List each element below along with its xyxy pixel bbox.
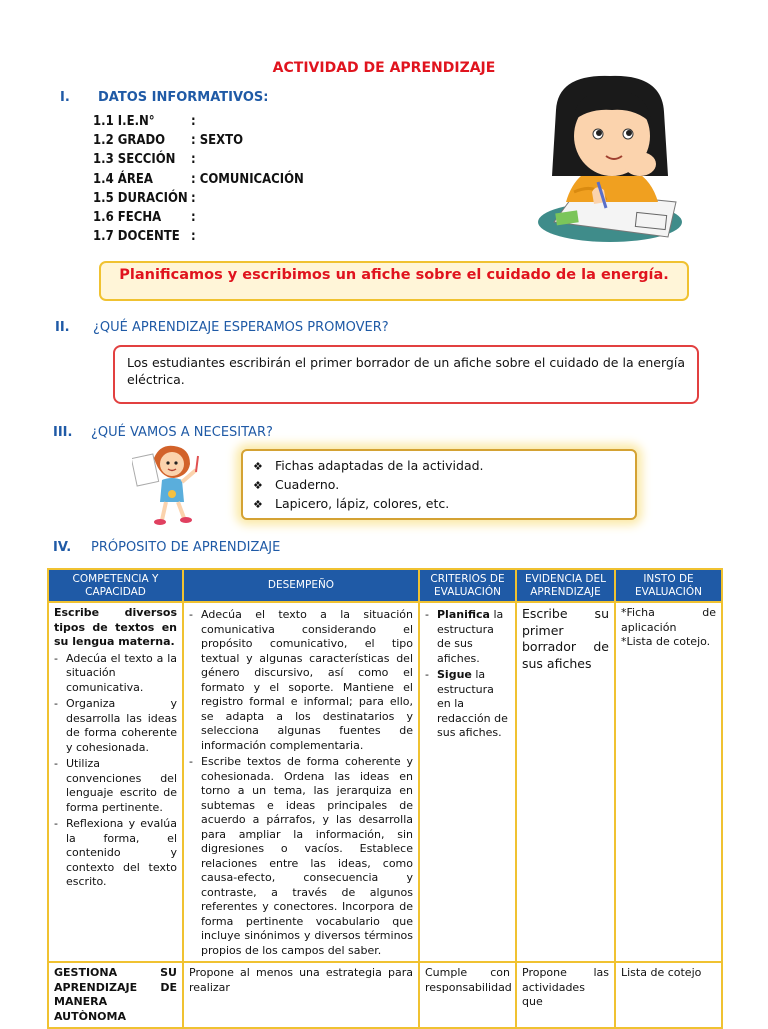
- info-list: [93, 112, 304, 246]
- info-row: 1.6 FECHA :: [93, 210, 196, 226]
- section-3-heading: III. ¿QUÉ VAMOS A NECESITAR?: [53, 425, 273, 440]
- instrumento-cell: Lista de cotejo: [615, 962, 722, 1028]
- table-row: [48, 962, 722, 1028]
- objective-box: Los estudiantes escribirán el primer borrador de un afiche sobre el cuidado de la energía eléctrica.: [113, 345, 699, 404]
- column-header: DESEMPEÑO: [183, 569, 419, 602]
- diamond-bullet-icon: ❖: [253, 498, 263, 511]
- column-header: COMPETENCIA Y CAPACIDAD: [48, 569, 183, 602]
- section-4-heading: IV. PRÓPOSITO DE APRENDIZAJE: [53, 540, 281, 555]
- activity-title-banner: Planificamos y escribimos un afiche sobre el cuidado de la energía.: [99, 261, 689, 301]
- child-with-paper-illustration: [132, 442, 204, 526]
- info-row: 1.7 DOCENTE :: [93, 229, 196, 245]
- list-item: ❖ Lapicero, lápiz, colores, etc.: [279, 495, 625, 514]
- evidencia-cell: Escribe su primer borrador de sus afiches: [516, 602, 615, 962]
- criterios-cell: - Planifica la estructura de sus afiches. - Sigue la estructura en la redacción de sus afiches.: [419, 602, 516, 962]
- instrumento-cell: *Ficha de aplicación *Lista de cotejo.: [615, 602, 722, 962]
- girl-writing-illustration: [536, 72, 684, 244]
- info-row: 1.3 SECCIÓN :: [93, 152, 196, 168]
- list-item: ❖ Cuaderno.: [279, 476, 625, 495]
- column-header: CRITERIOS DE EVALUACIÓN: [419, 569, 516, 602]
- competencia-cell: Escribe diversos tipos de textos en su lengua materna. - Adecúa el texto a la situación comunicativa. - Organiza y desarrolla las ideas de forma coherente y cohesionada. - Utiliza convenciones del lenguaje escrito de forma pertinente. - Reflexiona y evalúa la forma, el contenido y contexto del texto escrito.: [48, 602, 183, 962]
- diamond-bullet-icon: ❖: [253, 460, 263, 473]
- learning-purpose-table: [47, 568, 723, 1029]
- list-item: ❖ Fichas adaptadas de la actividad.: [279, 457, 625, 476]
- diamond-bullet-icon: ❖: [253, 479, 263, 492]
- table-header-row: [48, 569, 722, 602]
- info-row: 1.1 I.E.N° :: [93, 114, 196, 129]
- info-row: 1.4 ÁREA : COMUNICACIÓN: [93, 171, 304, 187]
- info-row: 1.2 GRADO : SEXTO: [93, 133, 244, 149]
- desempeno-cell: - Adecúa el texto a la situación comunicativa considerando el propósito comunicativo, el tipo textual y algunas características del género discursivo, así como el formato y el soporte. Mantiene el registro formal e informal; para ello, se adapta a los destinatarios y selecciona algunas fuentes de información complementaria. - Escribe textos de forma coherente y cohesionada. Ordena las ideas en torno a un tema, las jerarquiza en subtemas e ideas principales de acuerdo a párrafos, y las desarrolla para ampliar la información, sin digresiones o vacíos. Establece relaciones entre las ideas, como causa-efecto, consecuencia y contraste, a través de algunos referentes y conectores. Incorpora de forma pertinente vocabulario que incluye sinónimos y diversos términos propios de los campos del saber.: [183, 602, 419, 962]
- table-row: [48, 602, 722, 962]
- section-2-heading: II. ¿QUÉ APRENDIZAJE ESPERAMOS PROMOVER?: [55, 320, 389, 335]
- desempeno-cell: Propone al menos una estrategia para realizar: [183, 962, 419, 1028]
- column-header: EVIDENCIA DEL APRENDIZAJE: [516, 569, 615, 602]
- page-title: ACTIVIDAD DE APRENDIZAJE: [272, 60, 496, 76]
- evidencia-cell: Propone las actividades que: [516, 962, 615, 1028]
- column-header: INSTO DE EVALUACIÓN: [615, 569, 722, 602]
- info-row: 1.5 DURACIÓN :: [93, 190, 196, 206]
- competencia-cell: GESTIONA SU APRENDIZAJE DE MANERA AUTÒNOMA: [48, 962, 183, 1028]
- section-1-heading: I. DATOS INFORMATIVOS:: [60, 90, 269, 105]
- materials-box: [241, 449, 637, 520]
- criterios-cell: Cumple con responsabilidad: [419, 962, 516, 1028]
